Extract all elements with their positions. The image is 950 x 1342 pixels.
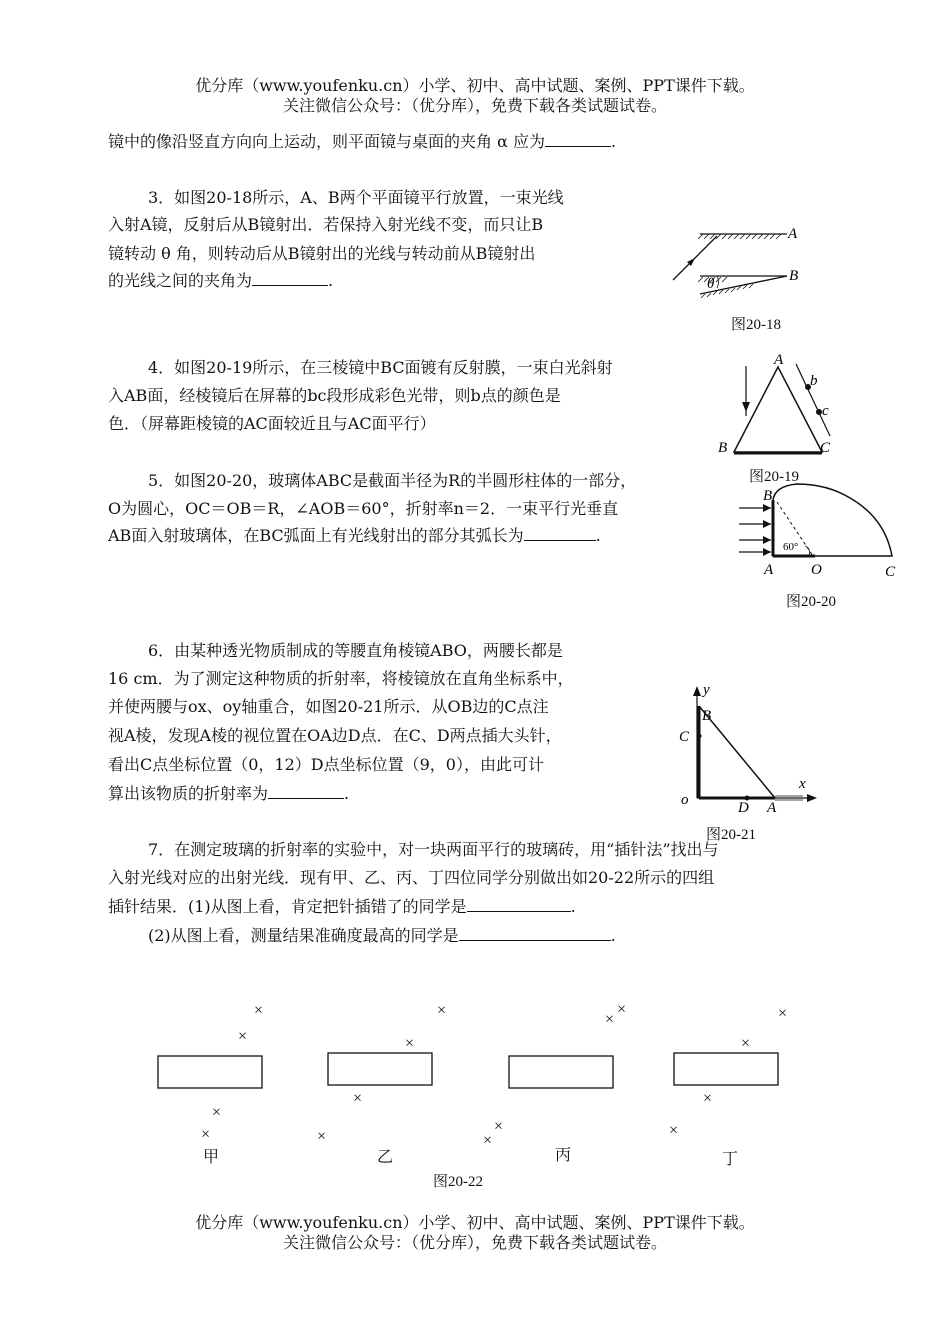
fig18-label-b: B: [789, 268, 799, 284]
fig19-label-a: A: [774, 352, 784, 368]
q6-line-6-text: 算出该物质的折射率为: [108, 784, 269, 803]
fig19-label-c: C: [820, 440, 831, 456]
fig20-label-c: C: [885, 564, 896, 580]
fig18-caption: 图20-18: [731, 317, 781, 333]
q7-line-4-text: (2)从图上看，测量结果准确度最高的同学是: [148, 926, 459, 945]
fig22-caption: 图20-22: [433, 1174, 483, 1190]
q6-end: .: [344, 784, 350, 803]
q2-tail-end: .: [610, 132, 617, 151]
fig20-caption: 图20-20: [786, 594, 836, 610]
q7-line-4-end: .: [610, 926, 616, 945]
q3-line-2: 入射A镜，反射后从B镜射出．若保持入射光线不变，而只让B: [108, 215, 544, 234]
header-line-1: 优分库（www.youfenku.cn）小学、初中、高中试题、案例、PPT课件下载。: [195, 76, 755, 95]
q6-line-2: 16 cm．为了测定这种物质的折射率，将棱镜放在直角坐标系中，: [108, 669, 574, 688]
pin-ding-4: ×: [669, 1122, 679, 1139]
fig20-label-a: A: [764, 562, 774, 578]
fig21-label-x: x: [799, 776, 806, 792]
pin-ding-2: ×: [741, 1035, 751, 1052]
pin-yi-4: ×: [317, 1128, 327, 1145]
q4-line-2: 入AB面，经棱镜后在屏幕的bc段形成彩色光带，则b点的颜色是: [108, 386, 561, 405]
fig19-caption: 图20-19: [749, 469, 799, 485]
q3-end: .: [328, 271, 334, 290]
pin-bing-4: ×: [483, 1132, 493, 1149]
student-yi: 乙: [377, 1149, 394, 1166]
student-ding: 丁: [722, 1151, 739, 1168]
fig21-caption: 图20-21: [706, 827, 756, 843]
fig20-label-b: B: [763, 488, 773, 504]
fig18-theta: θ: [707, 276, 715, 292]
q3-line-3: 镜转动 θ 角，则转动后从B镜射出的光线与转动前从B镜射出: [108, 244, 536, 263]
pin-bing-1: ×: [617, 1001, 627, 1018]
fig20-label-o: O: [811, 562, 822, 578]
q7-line-1: 7．在测定玻璃的折射率的实验中，对一块两面平行的玻璃砖，用“插针法”找出与: [148, 840, 719, 859]
student-bing: 丙: [555, 1147, 572, 1164]
fig21-label-b: B: [702, 708, 712, 724]
fig21-label-y: y: [703, 682, 710, 698]
pin-ding-1: ×: [778, 1005, 788, 1022]
fig20-angle: 60°: [783, 541, 799, 553]
q7-line-3-end: .: [570, 897, 576, 916]
q4-line-3: 色．（屏幕距棱镜的AC面较近且与AC面平行）: [108, 414, 436, 433]
q4-line-1: 4．如图20-19所示，在三棱镜中BC面镀有反射膜，一束白光斜射: [148, 358, 613, 377]
footer-line-2: 关注微信公众号：（优分库），免费下载各类试题试卷。: [282, 1233, 667, 1252]
fig21-label-o: o: [681, 792, 689, 808]
pin-jia-2: ×: [238, 1028, 248, 1045]
pin-yi-3: ×: [353, 1090, 363, 1107]
header-line-2: 关注微信公众号：（优分库），免费下载各类试题试卷。: [282, 96, 667, 115]
fig21-label-c: C: [679, 729, 690, 745]
pin-bing-3: ×: [494, 1118, 504, 1135]
q6-line-3: 并使两腰与ox、oy轴重合，如图20-21所示．从OB边的C点注: [108, 697, 549, 716]
q5-line-3-text: AB面入射玻璃体，在BC弧面上有光线射出的部分其弧长为: [108, 526, 524, 545]
pin-yi-1: ×: [437, 1002, 447, 1019]
q5-end: .: [595, 526, 601, 545]
fig21-label-d: D: [738, 800, 749, 816]
q5-line-2: O为圆心，OC＝OB＝R，∠AOB＝60°，折射率n＝2．一束平行光垂直: [108, 499, 619, 518]
pin-yi-2: ×: [405, 1035, 415, 1052]
footer-line-1: 优分库（www.youfenku.cn）小学、初中、高中试题、案例、PPT课件下载。: [195, 1213, 755, 1232]
q6-line-4: 视A棱，发现A棱的视位置在OA边D点．在C、D两点插大头针，: [108, 726, 562, 745]
q2-tail-text: 镜中的像沿竖直方向向上运动，则平面镜与桌面的夹角 α 应为: [108, 132, 545, 151]
q3-line-1: 3．如图20-18所示，A、B两个平面镜平行放置，一束光线: [148, 188, 564, 207]
q3-line-4-text: 的光线之间的夹角为: [108, 271, 253, 290]
q6-line-5: 看出C点坐标位置（0，12）D点坐标位置（9，0），由此可计: [108, 755, 544, 774]
q7-line-3-text: 插针结果．(1)从图上看，肯定把针插错了的同学是: [108, 897, 467, 916]
student-jia: 甲: [203, 1149, 220, 1166]
q6-line-1: 6．由某种透光物质制成的等腰直角棱镜ABO，两腰长都是: [148, 641, 563, 660]
pin-jia-4: ×: [201, 1126, 211, 1143]
pin-jia-3: ×: [212, 1104, 222, 1121]
fig19-screen-c: c: [822, 403, 829, 419]
pin-bing-2: ×: [605, 1011, 615, 1028]
fig21-label-a: A: [767, 800, 777, 816]
q7-line-2: 入射光线对应的出射光线．现有甲、乙、丙、丁四位同学分别做出如20-22所示的四组: [108, 868, 715, 887]
pin-jia-1: ×: [254, 1002, 264, 1019]
fig18-label-a: A: [788, 226, 798, 242]
fig19-screen-b: b: [810, 373, 818, 389]
pin-ding-3: ×: [703, 1090, 713, 1107]
fig19-label-b: B: [718, 440, 728, 456]
q5-line-1: 5．如图20-20，玻璃体ABC是截面半径为R的半圆形柱体的一部分，: [148, 471, 637, 490]
